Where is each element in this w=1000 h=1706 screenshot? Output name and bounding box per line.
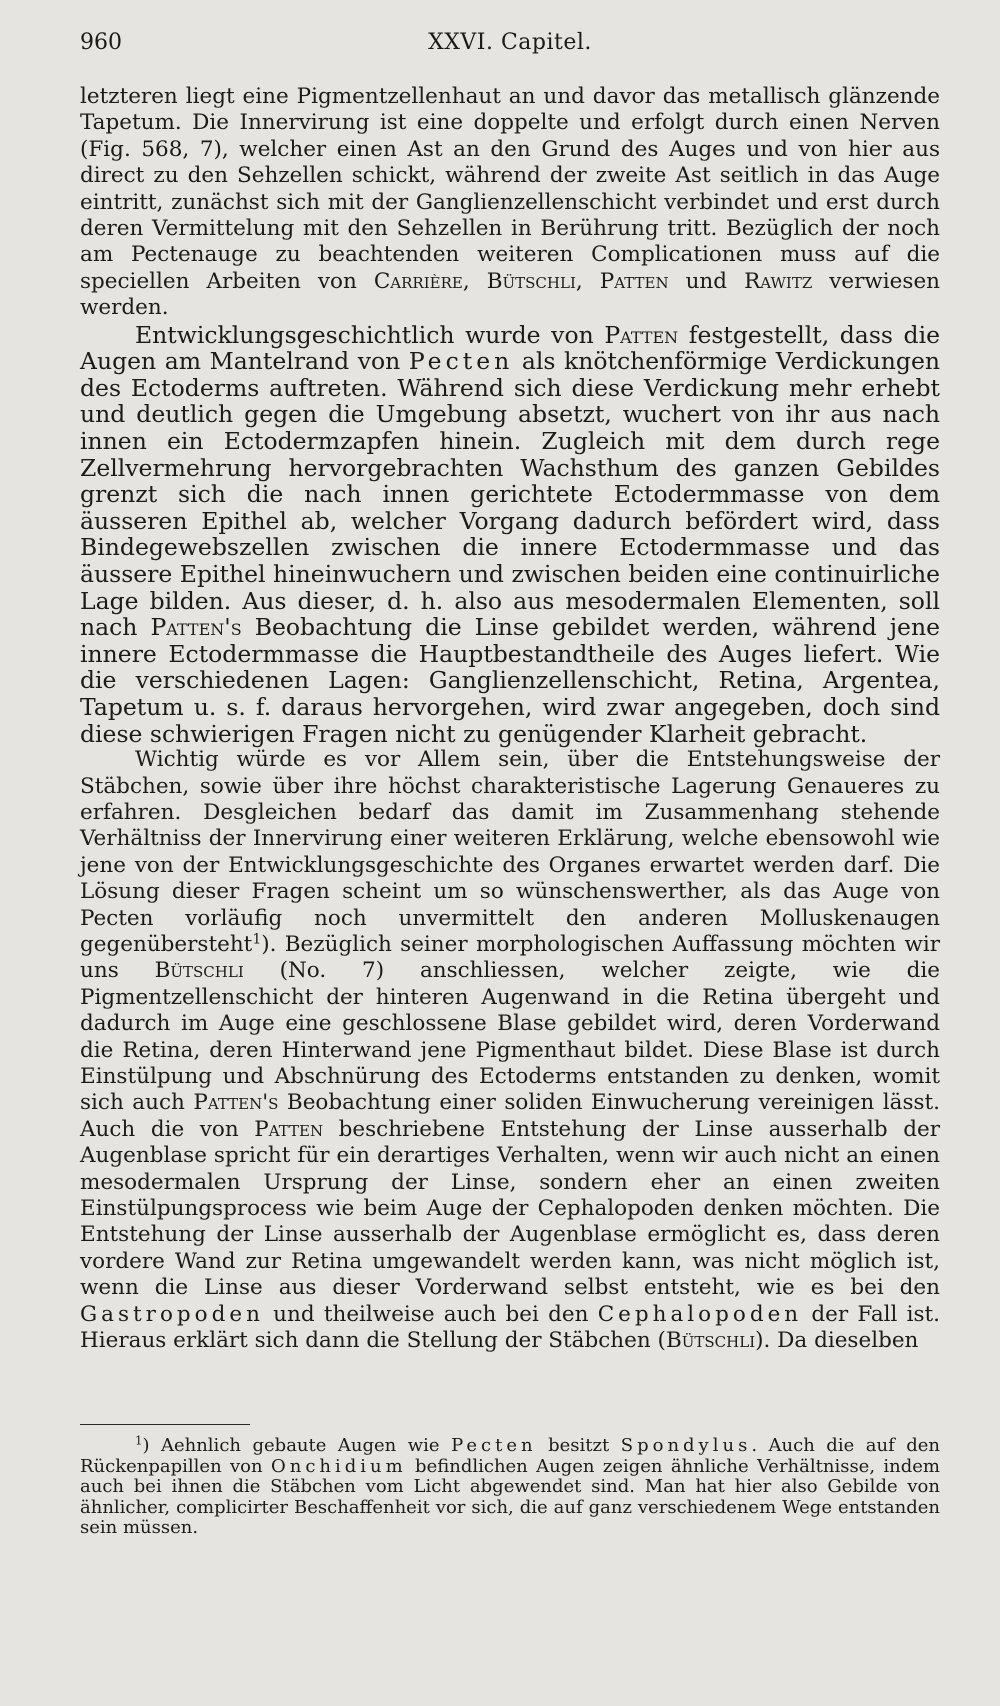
paragraph-development: Entwicklungsgeschichtlich wurde von Patten festgestellt, dass die Augen am Mantelrand von Pecten als knötchenförmige Verdickungen des Ectoderms auftreten. Während sich diese Verdickung mehr erhebt und deutlich gegen die Umgebung absetzt, wuchert von ihr aus nach innen ein Ectodermzapfen hinein. Zugleich mit dem durch rege Zellvermehrung hervorgebrachten Wachsthum des ganzen Gebildes grenzt sich die nach innen gerichtete Ectodermmasse von dem äusseren Epithel ab, welcher Vorgang dadurch befördert wird, dass Bindegewebszellen zwischen die innere Ectodermmasse und das äussere Epithel hineinwuchern und zwischen beiden eine continuirliche Lage bilden. Aus dieser, d. h. also aus mesodermalen Elementen, soll nach Patten's Beobachtung die Linse gebildet werden, während jene innere Ectodermmasse die Hauptbestandtheile des Auges liefert. Wie die verschiedenen Lagen: Ganglienzellenschicht, Retina, Argentea, Tapetum u. s. f. daraus hervorgehen, wird zwar angegeben, doch sind diese schwierigen Fragen nicht zu genügender Klarheit gebracht.: [80, 320, 941, 748]
paragraph-interpretation: Wichtig würde es vor Allem sein, über die Entstehungsweise der Stäbchen, sowie über ihre höchst charakteristische Lagerung Genaueres zu erfahren. Desgleichen bedarf das damit im Zusammenhang stehende Verhältniss der Innervirung einer weiteren Erklärung, welche ebensowohl wie jene von der Entwicklungsgeschichte des Organes erwartet werden darf. Die Lösung dieser Fragen scheint um so wünschenswerther, als das Auge von Pecten vorläufig noch unvermittelt den anderen Molluskenaugen gegenübersteht$^1$). Bezüglich seiner morphologischen Auffassung möchten wir uns Bütschli (No. 7) anschliessen, welcher zeigte, wie die Pigmentzellenschicht der hinteren Augenwand in die Retina übergeht und dadurch im Auge eine geschlossene Blase gebildet wird, deren Vorderwand die Retina, deren Hinterwand jene Pigmenthaut bildet. Diese Blase ist durch Einstülpung und Abschnürung des Ectoderms entstanden zu denken, womit sich auch Patten's Beobachtung einer soliden Einwucherung vereinigen lässt. Auch die von Patten beschriebene Entstehung der Linse ausserhalb der Augenblase spricht für ein derartiges Verhalten, wenn wir auch nicht an einen mesodermalen Ursprung der Linse, sondern eher an einen zweiten Einstülpungsprocess wie beim Auge der Cephalopoden denken möchten. Die Entstehung der Linse ausserhalb der Augenblase ermöglicht es, dass deren vordere Wand zur Retina umgewandelt werden kann, was nicht möglich ist, wenn die Linse aus dieser Vorderwand selbst entsteht, wie es bei den Gastropoden und theilweise auch bei den Cephalopoden der Fall ist. Hieraus erklärt sich dann die Stellung der Stäbchen (Bütschli). Da dieselben: [80, 747, 940, 1354]
page-number: 960: [80, 30, 122, 55]
body-text: [80, 84, 940, 1355]
genus-name: Spondylus: [620, 1435, 752, 1456]
author-name: Carrière: [373, 268, 463, 294]
author-name: Patten: [604, 320, 679, 349]
taxon-name: Cephalopoden: [597, 1301, 803, 1327]
genus-name: Pecten: [451, 1435, 537, 1456]
genus-name: Pecten: [408, 347, 514, 376]
author-name: Patten: [599, 268, 669, 294]
footnote-marker[interactable]: 1: [252, 931, 262, 948]
running-title: XXVI. Capitel.: [428, 30, 592, 55]
author-name: Bütschli: [665, 1328, 756, 1354]
author-name: Rawitz: [744, 268, 813, 294]
author-name: Patten's: [150, 613, 242, 642]
author-name: Patten's: [193, 1090, 279, 1116]
footnote: $^1$) Aehnlich gebaute Augen wie Pecten besitzt Spondylus. Auch die auf den Rückenpapillen von Onchidium befindlichen Augen zeigen ähnliche Verhältnisse, indem auch bei ihnen die Stäbchen vom Licht abgewendet sind. Man hat hier also Gebilde von ähnlicher, complicirter Beschaffenheit vor sich, die auf ganz verschiedenem Wege entstanden sein müssen.: [80, 1433, 941, 1539]
author-name: Patten: [254, 1116, 324, 1142]
author-name: Bütschli: [154, 958, 244, 984]
author-name: Bütschli: [486, 268, 576, 294]
paragraph-continuation: letzteren liegt eine Pigmentzellenhaut an und davor das metallisch glänzende Tapetum. Die Innervirung ist eine doppelte und erfolgt durch einen Nerven (Fig. 568, 7), welcher einen Ast an den Grund des Auges und von hier aus direct zu den Sehzellen schickt, während der zweite Ast seitlich in das Auge eintritt, zunächst sich mit der Ganglienzellenschicht verbindet und erst durch deren Vermittelung mit den Sehzellen in Berührung tritt. Bezüglich der noch am Pectenauge zu beachtenden weiteren Complicationen muss auf die speciellen Arbeiten von Carrière, Bütschli, Patten und Rawitz verwiesen werden.: [80, 84, 941, 321]
footnote-number: 1: [135, 1433, 143, 1448]
footnote-divider: [80, 1424, 250, 1425]
page-header: [80, 30, 940, 70]
genus-name: Onchidium: [270, 1455, 407, 1477]
taxon-name: Gastropoden: [80, 1301, 264, 1327]
